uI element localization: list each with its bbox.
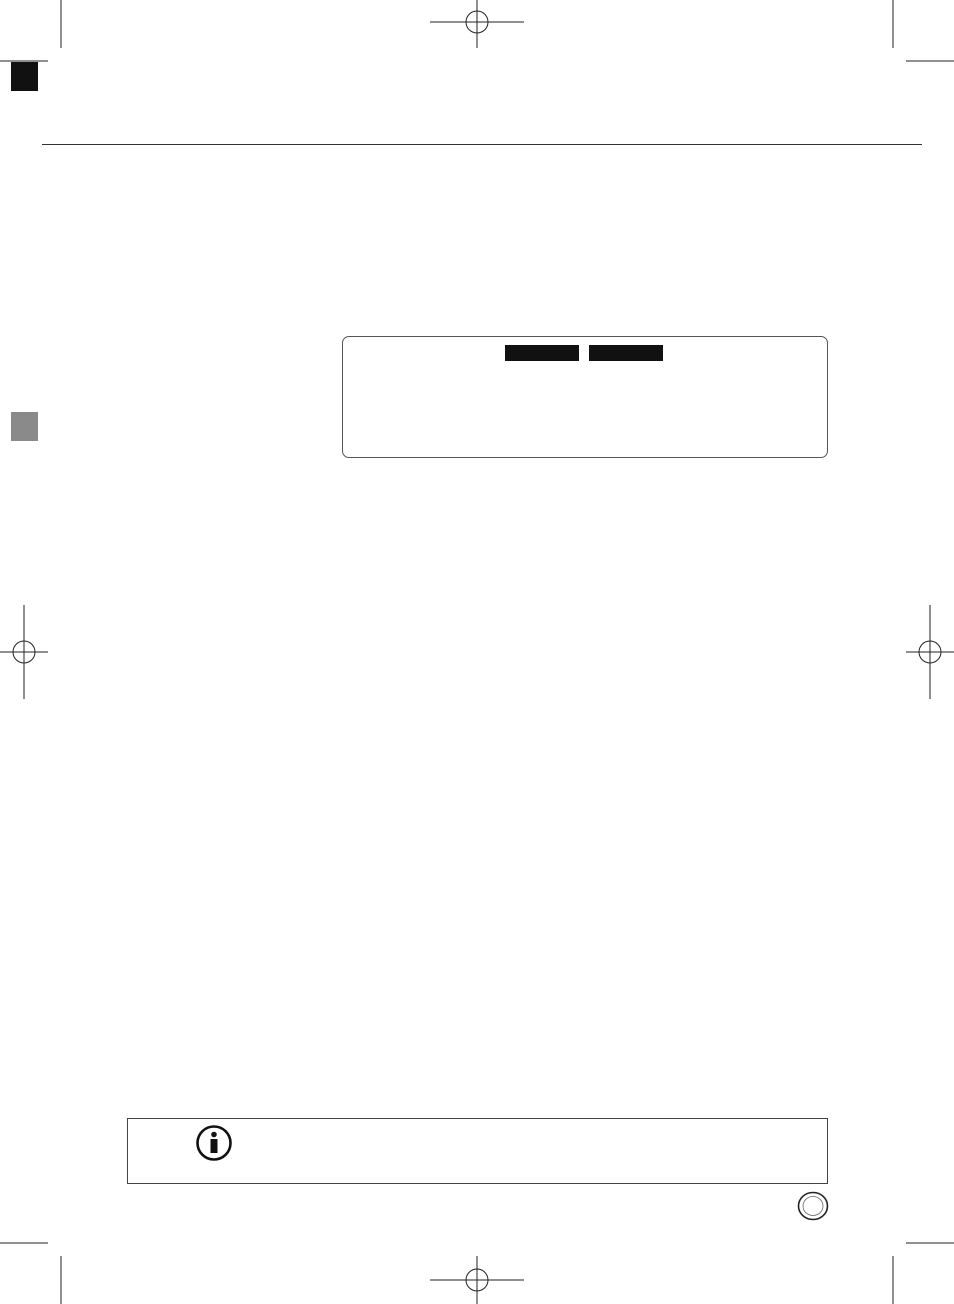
group-badge bbox=[505, 345, 579, 361]
register-square-gray bbox=[11, 412, 38, 441]
info-icon bbox=[195, 1124, 233, 1162]
register-square-black bbox=[11, 62, 38, 91]
title-rule bbox=[42, 144, 922, 145]
lcd-display-figure bbox=[342, 336, 828, 458]
channel-badge bbox=[589, 345, 663, 361]
note-box bbox=[127, 1118, 828, 1184]
lcd-display-svg bbox=[343, 337, 827, 457]
akg-logo-icon bbox=[797, 1191, 829, 1221]
lcd-labels bbox=[505, 345, 663, 361]
